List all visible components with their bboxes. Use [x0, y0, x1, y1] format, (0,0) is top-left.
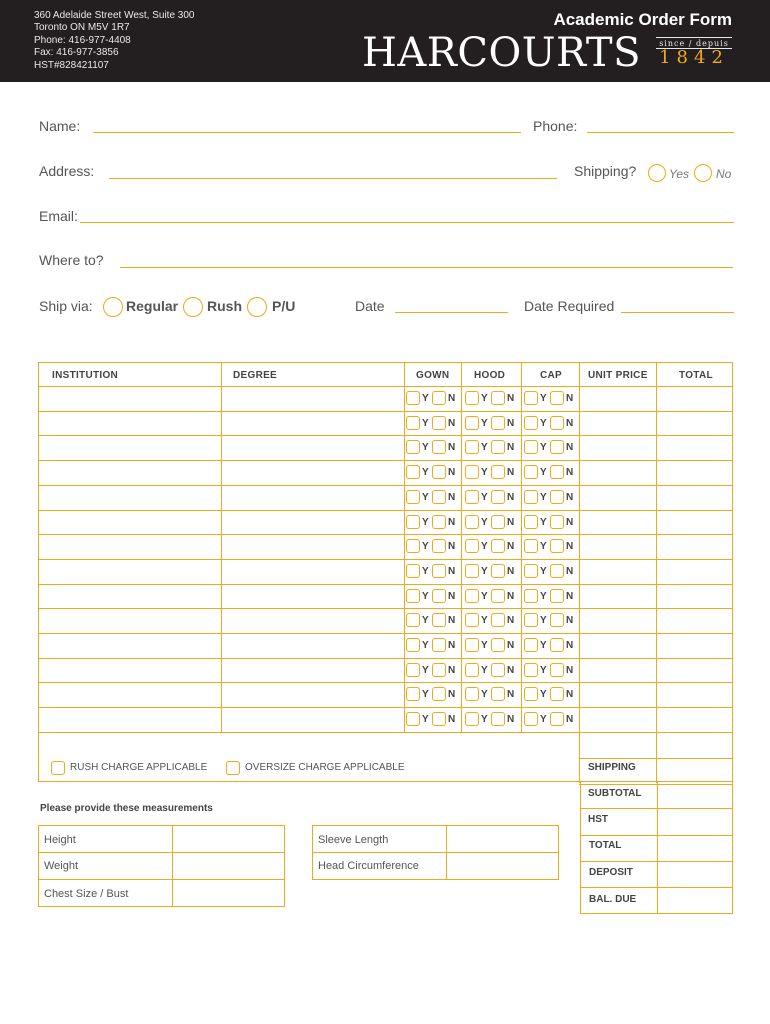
- no-checkbox[interactable]: [432, 663, 446, 677]
- yes-checkbox[interactable]: [465, 638, 479, 652]
- yes-label: Y: [540, 665, 547, 676]
- yes-label: Y: [481, 665, 488, 676]
- no-checkbox[interactable]: [550, 465, 564, 479]
- grid-line: [39, 732, 732, 733]
- yes-label: Y: [422, 442, 429, 453]
- grid-line: [172, 826, 173, 906]
- yes-checkbox[interactable]: [406, 663, 420, 677]
- no-checkbox[interactable]: [491, 440, 505, 454]
- no-checkbox[interactable]: [491, 490, 505, 504]
- grid-line: [656, 363, 657, 783]
- yes-checkbox[interactable]: [406, 391, 420, 405]
- yes-checkbox[interactable]: [465, 465, 479, 479]
- no-checkbox[interactable]: [550, 564, 564, 578]
- no-label: N: [448, 591, 456, 602]
- since-badge: [656, 37, 732, 69]
- no-label: N: [566, 541, 574, 552]
- grid-line: [39, 608, 732, 609]
- yes-label: Y: [540, 467, 547, 478]
- yes-checkbox[interactable]: [524, 687, 538, 701]
- header-degree: DEGREE: [233, 370, 278, 381]
- grid-line: [39, 682, 732, 683]
- no-label: N: [566, 393, 574, 404]
- shipping-yes-radio[interactable]: [648, 164, 666, 182]
- rush-charge-checkbox[interactable]: [51, 761, 65, 775]
- yes-label: Y: [422, 689, 429, 700]
- grid-line: [39, 852, 284, 853]
- ship-regular-label: Regular: [126, 298, 179, 314]
- oversize-charge-label: OVERSIZE CHARGE APPLICABLE: [245, 762, 405, 773]
- no-label: N: [448, 615, 456, 626]
- no-checkbox[interactable]: [550, 663, 564, 677]
- grid-line: [221, 363, 222, 732]
- yes-checkbox[interactable]: [524, 638, 538, 652]
- grid-line: [579, 758, 732, 759]
- no-label: N: [448, 714, 456, 725]
- yes-checkbox[interactable]: [406, 440, 420, 454]
- phone-line: Phone: 416-977-4408: [34, 34, 131, 46]
- chest-size-label: Chest Size / Bust: [44, 888, 129, 900]
- no-checkbox[interactable]: [432, 638, 446, 652]
- no-label: N: [507, 591, 515, 602]
- header-bar: [0, 0, 770, 82]
- header-total: TOTAL: [679, 370, 713, 381]
- shipping-label: Shipping?: [574, 163, 637, 179]
- no-checkbox[interactable]: [432, 416, 446, 430]
- shipping-no-label: No: [716, 167, 732, 181]
- no-checkbox[interactable]: [550, 613, 564, 627]
- grid-line: [39, 411, 732, 412]
- grid-line: [657, 782, 658, 914]
- company-address: [34, 10, 194, 72]
- no-label: N: [507, 541, 515, 552]
- no-label: N: [507, 566, 515, 577]
- yes-label: Y: [540, 640, 547, 651]
- no-checkbox[interactable]: [491, 613, 505, 627]
- phone-input[interactable]: [587, 132, 734, 133]
- yes-checkbox[interactable]: [406, 490, 420, 504]
- yes-label: Y: [422, 665, 429, 676]
- head-circumference-label: Head Circumference: [318, 860, 419, 872]
- yes-label: Y: [540, 492, 547, 503]
- yes-checkbox[interactable]: [465, 589, 479, 603]
- no-label: N: [507, 714, 515, 725]
- yes-label: Y: [540, 541, 547, 552]
- no-label: N: [448, 541, 456, 552]
- height-label: Height: [44, 834, 76, 846]
- no-label: N: [566, 418, 574, 429]
- yes-label: Y: [481, 517, 488, 528]
- yes-label: Y: [422, 591, 429, 602]
- no-checkbox[interactable]: [491, 515, 505, 529]
- no-label: N: [507, 517, 515, 528]
- email-label: Email:: [39, 208, 78, 224]
- yes-label: Y: [540, 714, 547, 725]
- yes-label: Y: [481, 591, 488, 602]
- yes-checkbox[interactable]: [465, 515, 479, 529]
- ship-rush-radio[interactable]: [183, 297, 203, 317]
- no-checkbox[interactable]: [550, 687, 564, 701]
- yes-checkbox[interactable]: [465, 391, 479, 405]
- yes-checkbox[interactable]: [524, 465, 538, 479]
- no-label: N: [448, 665, 456, 676]
- shipping-yes-label: Yes: [669, 167, 690, 181]
- no-checkbox[interactable]: [491, 539, 505, 553]
- badge-rule: [656, 37, 732, 38]
- yes-label: Y: [422, 418, 429, 429]
- no-label: N: [507, 393, 515, 404]
- measurements-title: Please provide these measurements: [40, 803, 213, 814]
- no-label: N: [448, 467, 456, 478]
- no-checkbox[interactable]: [432, 465, 446, 479]
- grid-line: [39, 534, 732, 535]
- no-checkbox[interactable]: [550, 440, 564, 454]
- yes-label: Y: [481, 393, 488, 404]
- yes-checkbox[interactable]: [465, 712, 479, 726]
- no-label: N: [566, 689, 574, 700]
- address-input[interactable]: [109, 178, 557, 179]
- no-checkbox[interactable]: [491, 687, 505, 701]
- yes-label: Y: [422, 517, 429, 528]
- yes-checkbox[interactable]: [465, 663, 479, 677]
- yes-label: Y: [422, 714, 429, 725]
- yes-label: Y: [540, 566, 547, 577]
- yes-label: Y: [422, 467, 429, 478]
- oversize-charge-checkbox[interactable]: [226, 761, 240, 775]
- no-label: N: [507, 442, 515, 453]
- yes-label: Y: [540, 689, 547, 700]
- grid-line: [39, 510, 732, 511]
- grid-line: [39, 633, 732, 634]
- no-label: N: [566, 467, 574, 478]
- header-gown: GOWN: [416, 370, 450, 381]
- ship-regular-radio[interactable]: [103, 297, 123, 317]
- no-label: N: [507, 492, 515, 503]
- no-checkbox[interactable]: [550, 539, 564, 553]
- header-unit-price: UNIT PRICE: [588, 370, 648, 381]
- yes-label: Y: [422, 640, 429, 651]
- no-label: N: [566, 566, 574, 577]
- no-checkbox[interactable]: [432, 440, 446, 454]
- yes-checkbox[interactable]: [524, 440, 538, 454]
- where-to-input[interactable]: [120, 267, 733, 268]
- grid-line: [581, 887, 732, 888]
- no-label: N: [507, 467, 515, 478]
- no-checkbox[interactable]: [432, 515, 446, 529]
- measurements-right-table: [312, 825, 559, 880]
- address-line: 360 Adelaide Street West, Suite 300: [34, 10, 195, 21]
- yes-checkbox[interactable]: [524, 539, 538, 553]
- no-checkbox[interactable]: [550, 416, 564, 430]
- date-input[interactable]: [395, 312, 508, 313]
- no-checkbox[interactable]: [491, 712, 505, 726]
- where-to-label: Where to?: [39, 252, 104, 268]
- grid-line: [39, 707, 732, 708]
- form-title: Academic Order Form: [553, 10, 732, 29]
- no-checkbox[interactable]: [550, 391, 564, 405]
- yes-label: Y: [481, 492, 488, 503]
- grid-line: [581, 861, 732, 862]
- yes-label: Y: [481, 467, 488, 478]
- yes-checkbox[interactable]: [406, 564, 420, 578]
- yes-label: Y: [481, 418, 488, 429]
- no-checkbox[interactable]: [550, 515, 564, 529]
- no-label: N: [448, 492, 456, 503]
- no-checkbox[interactable]: [491, 638, 505, 652]
- yes-label: Y: [540, 591, 547, 602]
- yes-label: Y: [481, 714, 488, 725]
- yes-checkbox[interactable]: [406, 589, 420, 603]
- hst-line: HST#828421107: [34, 59, 109, 71]
- no-checkbox[interactable]: [491, 589, 505, 603]
- grid-line: [39, 658, 732, 659]
- no-label: N: [507, 418, 515, 429]
- yes-checkbox[interactable]: [406, 712, 420, 726]
- yes-label: Y: [540, 393, 547, 404]
- grid-line: [39, 879, 284, 880]
- yes-checkbox[interactable]: [524, 613, 538, 627]
- no-checkbox[interactable]: [550, 712, 564, 726]
- header-institution: INSTITUTION: [52, 370, 119, 381]
- grid-line: [581, 835, 732, 836]
- no-checkbox[interactable]: [550, 638, 564, 652]
- no-checkbox[interactable]: [432, 564, 446, 578]
- no-label: N: [566, 665, 574, 676]
- no-checkbox[interactable]: [491, 663, 505, 677]
- grid-line: [579, 363, 580, 783]
- yes-label: Y: [540, 517, 547, 528]
- no-label: N: [448, 517, 456, 528]
- yes-label: Y: [481, 615, 488, 626]
- name-input[interactable]: [93, 132, 521, 133]
- yes-checkbox[interactable]: [465, 539, 479, 553]
- yes-checkbox[interactable]: [524, 712, 538, 726]
- no-label: N: [448, 418, 456, 429]
- yes-checkbox[interactable]: [465, 613, 479, 627]
- grid-line: [404, 363, 405, 732]
- yes-label: Y: [481, 442, 488, 453]
- no-label: N: [566, 442, 574, 453]
- no-checkbox[interactable]: [432, 687, 446, 701]
- grid-line: [39, 485, 732, 486]
- summary-label-deposit: DEPOSIT: [589, 867, 633, 878]
- yes-checkbox[interactable]: [465, 687, 479, 701]
- grid-line: [461, 363, 462, 732]
- date-label: Date: [355, 298, 385, 314]
- no-checkbox[interactable]: [491, 391, 505, 405]
- yes-checkbox[interactable]: [406, 638, 420, 652]
- ship-pu-radio[interactable]: [247, 297, 267, 317]
- yes-checkbox[interactable]: [524, 564, 538, 578]
- yes-checkbox[interactable]: [524, 490, 538, 504]
- yes-checkbox[interactable]: [465, 490, 479, 504]
- yes-checkbox[interactable]: [406, 613, 420, 627]
- ship-pu-label: P/U: [272, 298, 296, 314]
- yes-label: Y: [422, 566, 429, 577]
- no-checkbox[interactable]: [432, 589, 446, 603]
- header-hood: HOOD: [474, 370, 506, 381]
- yes-label: Y: [481, 566, 488, 577]
- grid-line: [39, 559, 732, 560]
- grid-line: [39, 435, 732, 436]
- no-label: N: [448, 640, 456, 651]
- no-label: N: [448, 442, 456, 453]
- yes-label: Y: [481, 689, 488, 700]
- no-checkbox[interactable]: [491, 465, 505, 479]
- sleeve-length-label: Sleeve Length: [318, 834, 389, 846]
- no-checkbox[interactable]: [432, 490, 446, 504]
- no-checkbox[interactable]: [550, 589, 564, 603]
- no-label: N: [566, 517, 574, 528]
- yes-label: Y: [422, 393, 429, 404]
- yes-label: Y: [422, 541, 429, 552]
- yes-checkbox[interactable]: [465, 416, 479, 430]
- grid-line: [313, 852, 558, 853]
- no-label: N: [448, 393, 456, 404]
- no-checkbox[interactable]: [491, 564, 505, 578]
- grid-line: [39, 584, 732, 585]
- yes-checkbox[interactable]: [524, 416, 538, 430]
- name-label: Name:: [39, 118, 81, 134]
- grid-line: [581, 808, 732, 809]
- no-label: N: [448, 566, 456, 577]
- weight-label: Weight: [44, 860, 79, 872]
- summary-label-bal-due: BAL. DUE: [589, 894, 637, 905]
- yes-checkbox[interactable]: [406, 539, 420, 553]
- summary-label-shipping: SHIPPING: [588, 762, 636, 773]
- yes-label: Y: [540, 418, 547, 429]
- yes-label: Y: [481, 541, 488, 552]
- no-label: N: [566, 615, 574, 626]
- address-label: Address:: [39, 163, 95, 179]
- yes-label: Y: [422, 492, 429, 503]
- yes-checkbox[interactable]: [406, 416, 420, 430]
- no-label: N: [566, 640, 574, 651]
- no-label: N: [566, 591, 574, 602]
- ship-rush-label: Rush: [207, 298, 242, 314]
- email-input[interactable]: [80, 222, 734, 223]
- shipping-no-radio[interactable]: [694, 164, 712, 182]
- yes-label: Y: [540, 442, 547, 453]
- yes-label: Y: [422, 615, 429, 626]
- summary-label-hst: HST: [588, 814, 608, 825]
- no-checkbox[interactable]: [432, 391, 446, 405]
- yes-checkbox[interactable]: [524, 391, 538, 405]
- no-label: N: [507, 615, 515, 626]
- no-checkbox[interactable]: [550, 490, 564, 504]
- yes-checkbox[interactable]: [524, 515, 538, 529]
- no-checkbox[interactable]: [432, 613, 446, 627]
- brand-logo: HARCOURTS: [362, 30, 641, 76]
- no-label: N: [507, 689, 515, 700]
- no-checkbox[interactable]: [432, 539, 446, 553]
- ship-via-label: Ship via:: [39, 298, 93, 314]
- no-checkbox[interactable]: [491, 416, 505, 430]
- grid-line: [39, 460, 732, 461]
- address-line: Toronto ON M5V 1R7: [34, 22, 130, 34]
- summary-label-subtotal: SUBTOTAL: [588, 788, 642, 799]
- measurements-left-table: [38, 825, 285, 907]
- yes-checkbox[interactable]: [524, 663, 538, 677]
- summary-box: [580, 782, 733, 914]
- yes-checkbox[interactable]: [406, 687, 420, 701]
- grid-line: [521, 363, 522, 732]
- since-year: 1842: [659, 47, 729, 68]
- grid-line: [39, 386, 732, 387]
- yes-checkbox[interactable]: [465, 564, 479, 578]
- yes-checkbox[interactable]: [465, 440, 479, 454]
- no-label: N: [507, 665, 515, 676]
- no-label: N: [566, 492, 574, 503]
- yes-label: Y: [481, 640, 488, 651]
- yes-checkbox[interactable]: [406, 515, 420, 529]
- no-label: N: [566, 714, 574, 725]
- date-required-input[interactable]: [621, 312, 734, 313]
- rush-charge-label: RUSH CHARGE APPLICABLE: [70, 762, 208, 773]
- no-label: N: [448, 689, 456, 700]
- fax-line: Fax: 416-977-3856: [34, 47, 119, 59]
- no-label: N: [507, 640, 515, 651]
- summary-label-total: TOTAL: [589, 840, 622, 851]
- yes-label: Y: [540, 615, 547, 626]
- header-cap: CAP: [540, 370, 563, 381]
- yes-checkbox[interactable]: [406, 465, 420, 479]
- yes-checkbox[interactable]: [524, 589, 538, 603]
- since-text: since / depuis: [659, 39, 729, 48]
- no-checkbox[interactable]: [432, 712, 446, 726]
- date-required-label: Date Required: [524, 298, 615, 314]
- phone-label: Phone:: [533, 118, 578, 134]
